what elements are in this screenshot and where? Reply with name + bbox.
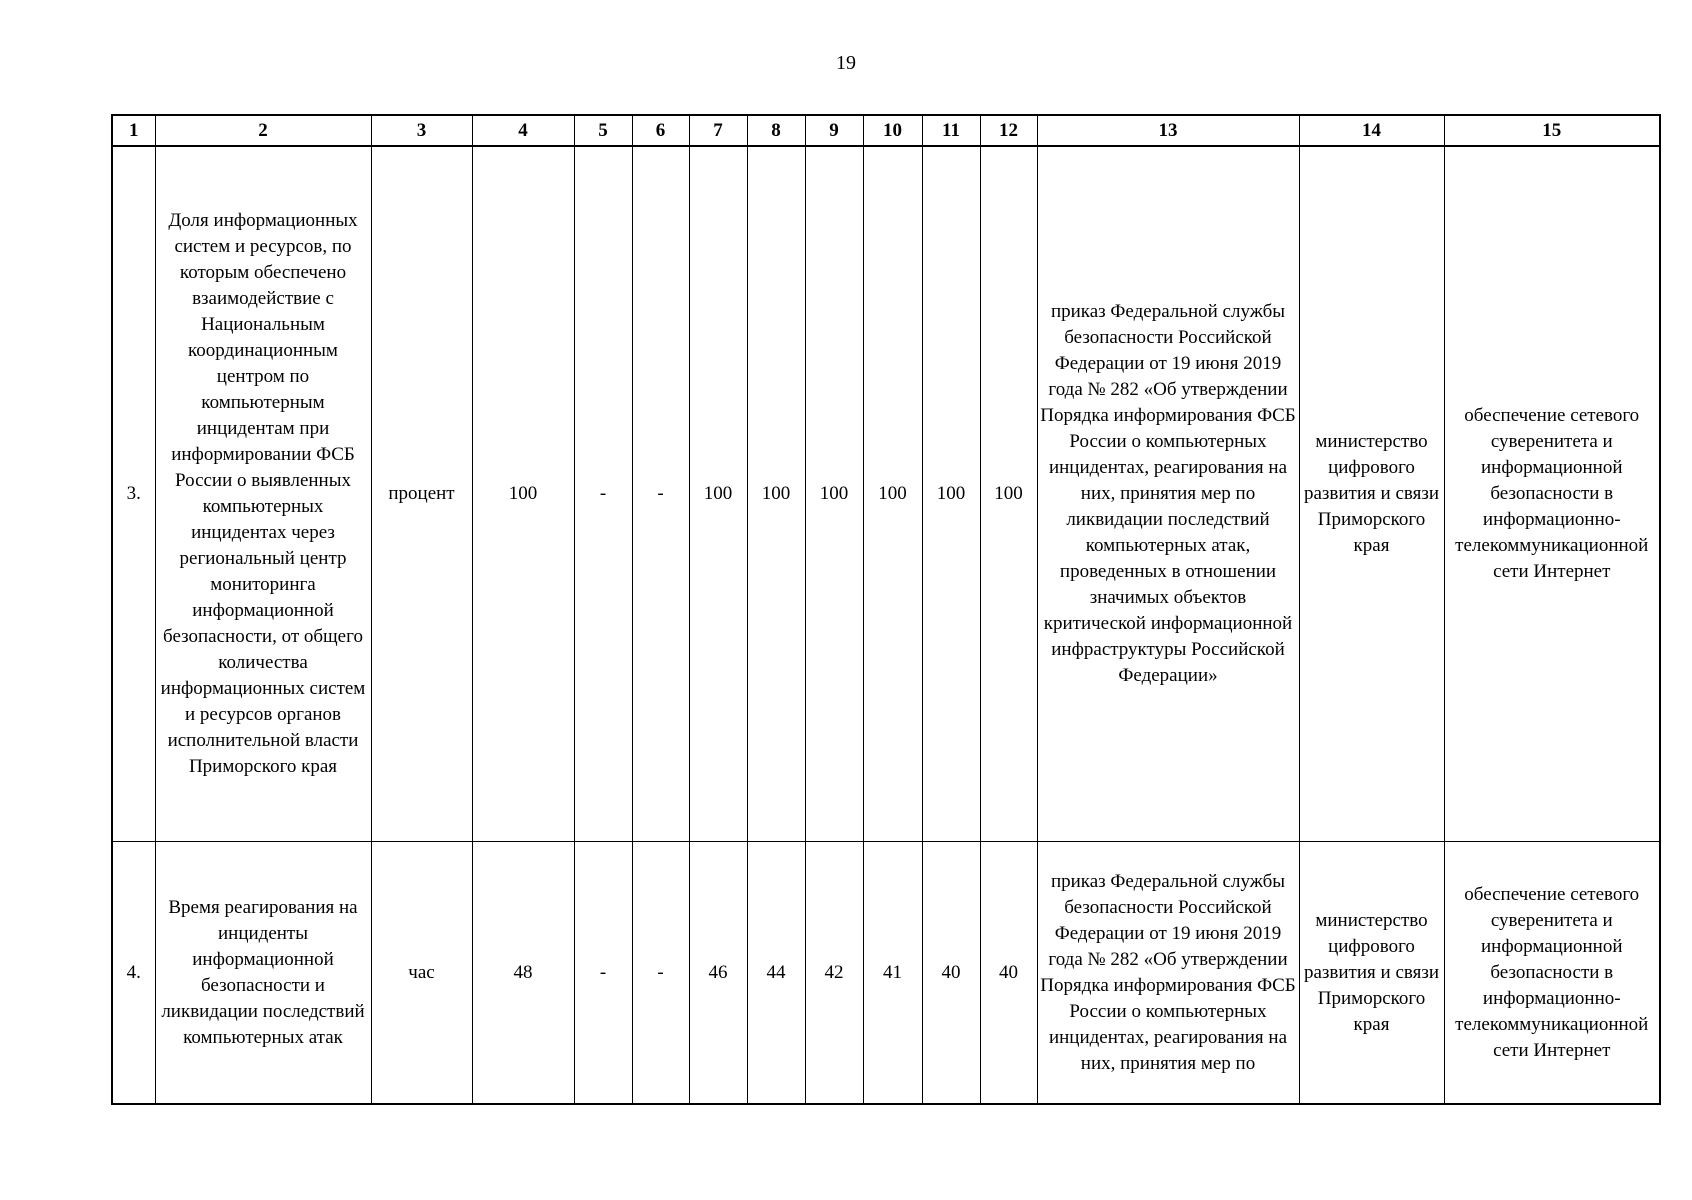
value-cell-8: 44 [747, 842, 805, 1105]
value-cell-8: 100 [747, 146, 805, 842]
document-cell: приказ Федеральной службы безопасности Российской Федерации от 19 июня 2019 года № 282 «Об утверждении Порядка информирования ФСБ России о компьютерных инцидентах, реагирования на них, принятия мер по [1037, 842, 1299, 1105]
header-cell: 6 [632, 115, 689, 146]
value-cell-9: 100 [805, 146, 863, 842]
base-value-cell: 100 [472, 146, 574, 842]
value-cell-10: 100 [863, 146, 922, 842]
unit-cell: процент [371, 146, 472, 842]
header-row [112, 115, 1660, 146]
value-cell-11: 100 [922, 146, 980, 842]
header-cell: 15 [1444, 115, 1660, 146]
header-cell: 2 [155, 115, 371, 146]
header-cell: 12 [980, 115, 1037, 146]
value-cell-10: 41 [863, 842, 922, 1105]
value-cell-5: - [574, 842, 632, 1105]
table-row [112, 842, 1660, 1105]
indicator-name: Время реагирования на инциденты информационной безопасности и ликвидации последствий компьютерных атак [155, 842, 371, 1105]
goal-cell: обеспечение сетевого суверенитета и информационной безопасности в информационно-телекоммуникационной сети Интернет [1444, 146, 1660, 842]
value-cell-7: 46 [689, 842, 747, 1105]
document-cell: приказ Федеральной службы безопасности Российской Федерации от 19 июня 2019 года № 282 «Об утверждении Порядка информирования ФСБ России о компьютерных инцидентах, реагирования на них, принятия мер по ликвидации последствий компьютерных атак, проведенных в отношении значимых объектов критической информационной инфраструктуры Российской Федерации» [1037, 146, 1299, 842]
page-number: 19 [836, 52, 856, 74]
header-cell: 7 [689, 115, 747, 146]
header-cell: 8 [747, 115, 805, 146]
value-cell-6: - [632, 842, 689, 1105]
unit-cell: час [371, 842, 472, 1105]
header-cell: 13 [1037, 115, 1299, 146]
header-cell: 11 [922, 115, 980, 146]
table-row [112, 146, 1660, 842]
indicators-table [111, 114, 1661, 1105]
responsible-cell: министерство цифрового развития и связи Приморского края [1299, 146, 1444, 842]
header-cell: 5 [574, 115, 632, 146]
value-cell-9: 42 [805, 842, 863, 1105]
header-cell: 10 [863, 115, 922, 146]
value-cell-11: 40 [922, 842, 980, 1105]
value-cell-6: - [632, 146, 689, 842]
header-cell: 9 [805, 115, 863, 146]
value-cell-12: 40 [980, 842, 1037, 1105]
goal-cell: обеспечение сетевого суверенитета и информационной безопасности в информационно-телекоммуникационной сети Интернет [1444, 842, 1660, 1105]
row-number: 4. [112, 842, 155, 1105]
indicator-name: Доля информационных систем и ресурсов, по которым обеспечено взаимодействие с Национальным координационным центром по компьютерным инцидентам при информировании ФСБ России о выявленных компьютерных инцидентах через региональный центр мониторинга информационной безопасности, от общего количества информационных систем и ресурсов органов исполнительной власти Приморского края [155, 146, 371, 842]
row-number: 3. [112, 146, 155, 842]
base-value-cell: 48 [472, 842, 574, 1105]
value-cell-12: 100 [980, 146, 1037, 842]
header-cell: 4 [472, 115, 574, 146]
header-cell: 14 [1299, 115, 1444, 146]
responsible-cell: министерство цифрового развития и связи Приморского края [1299, 842, 1444, 1105]
header-cell: 1 [112, 115, 155, 146]
value-cell-7: 100 [689, 146, 747, 842]
value-cell-5: - [574, 146, 632, 842]
header-cell: 3 [371, 115, 472, 146]
